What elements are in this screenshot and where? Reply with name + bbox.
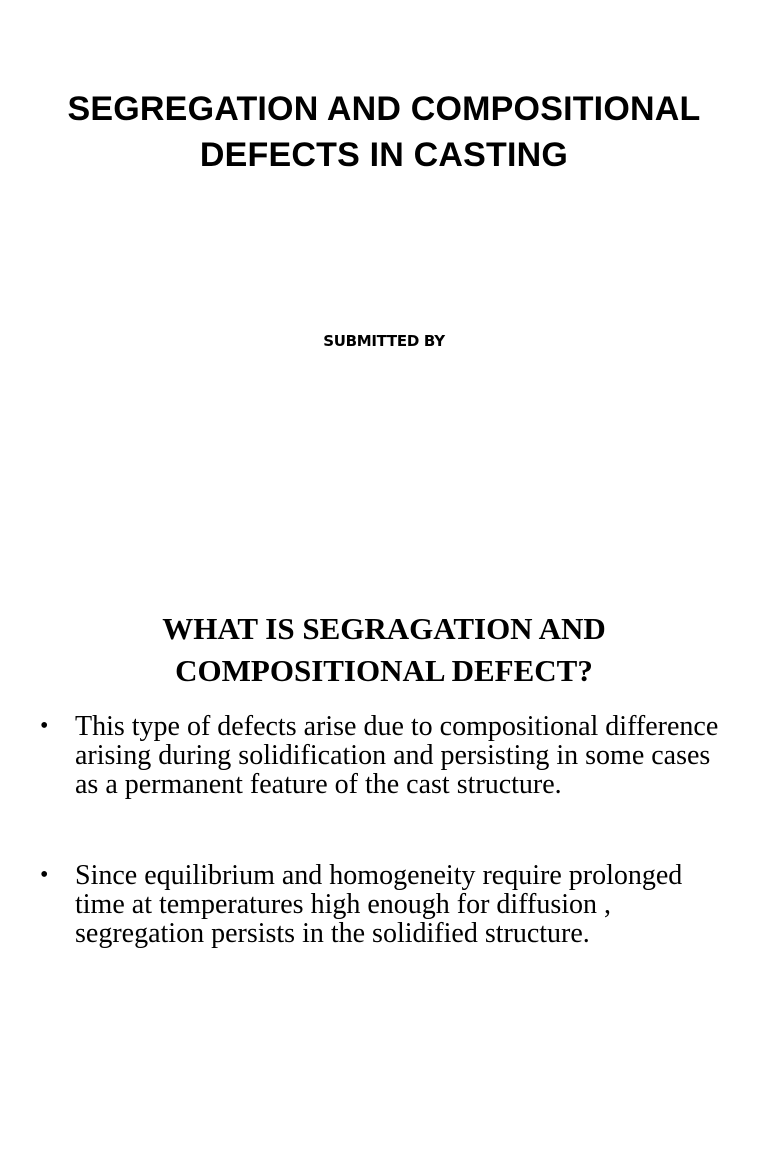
bullet-icon: • <box>40 862 49 888</box>
bullet-text: This type of defects arise due to compositional difference arising during solidification and persisting in some cases as a permanent feature of the cast structure. <box>75 711 719 800</box>
slide-title: SEGREGATION AND COMPOSITIONAL DEFECTS IN CASTING <box>67 90 701 174</box>
bullet-text: Since equilibrium and homogeneity require prolonged time at temperatures high enough for diffusion , segregation persists in the solidified structure. <box>75 860 683 949</box>
bullet-list <box>0 712 768 948</box>
bullet-item <box>0 712 768 799</box>
bullet-item <box>0 861 768 948</box>
bullet-icon: • <box>40 713 49 739</box>
slide-heading: WHAT IS SEGRAGATION AND COMPOSITIONAL DEFECT? <box>162 611 606 688</box>
content-slide <box>0 576 768 1152</box>
submitted-by-label: SUBMITTED BY <box>323 332 445 350</box>
